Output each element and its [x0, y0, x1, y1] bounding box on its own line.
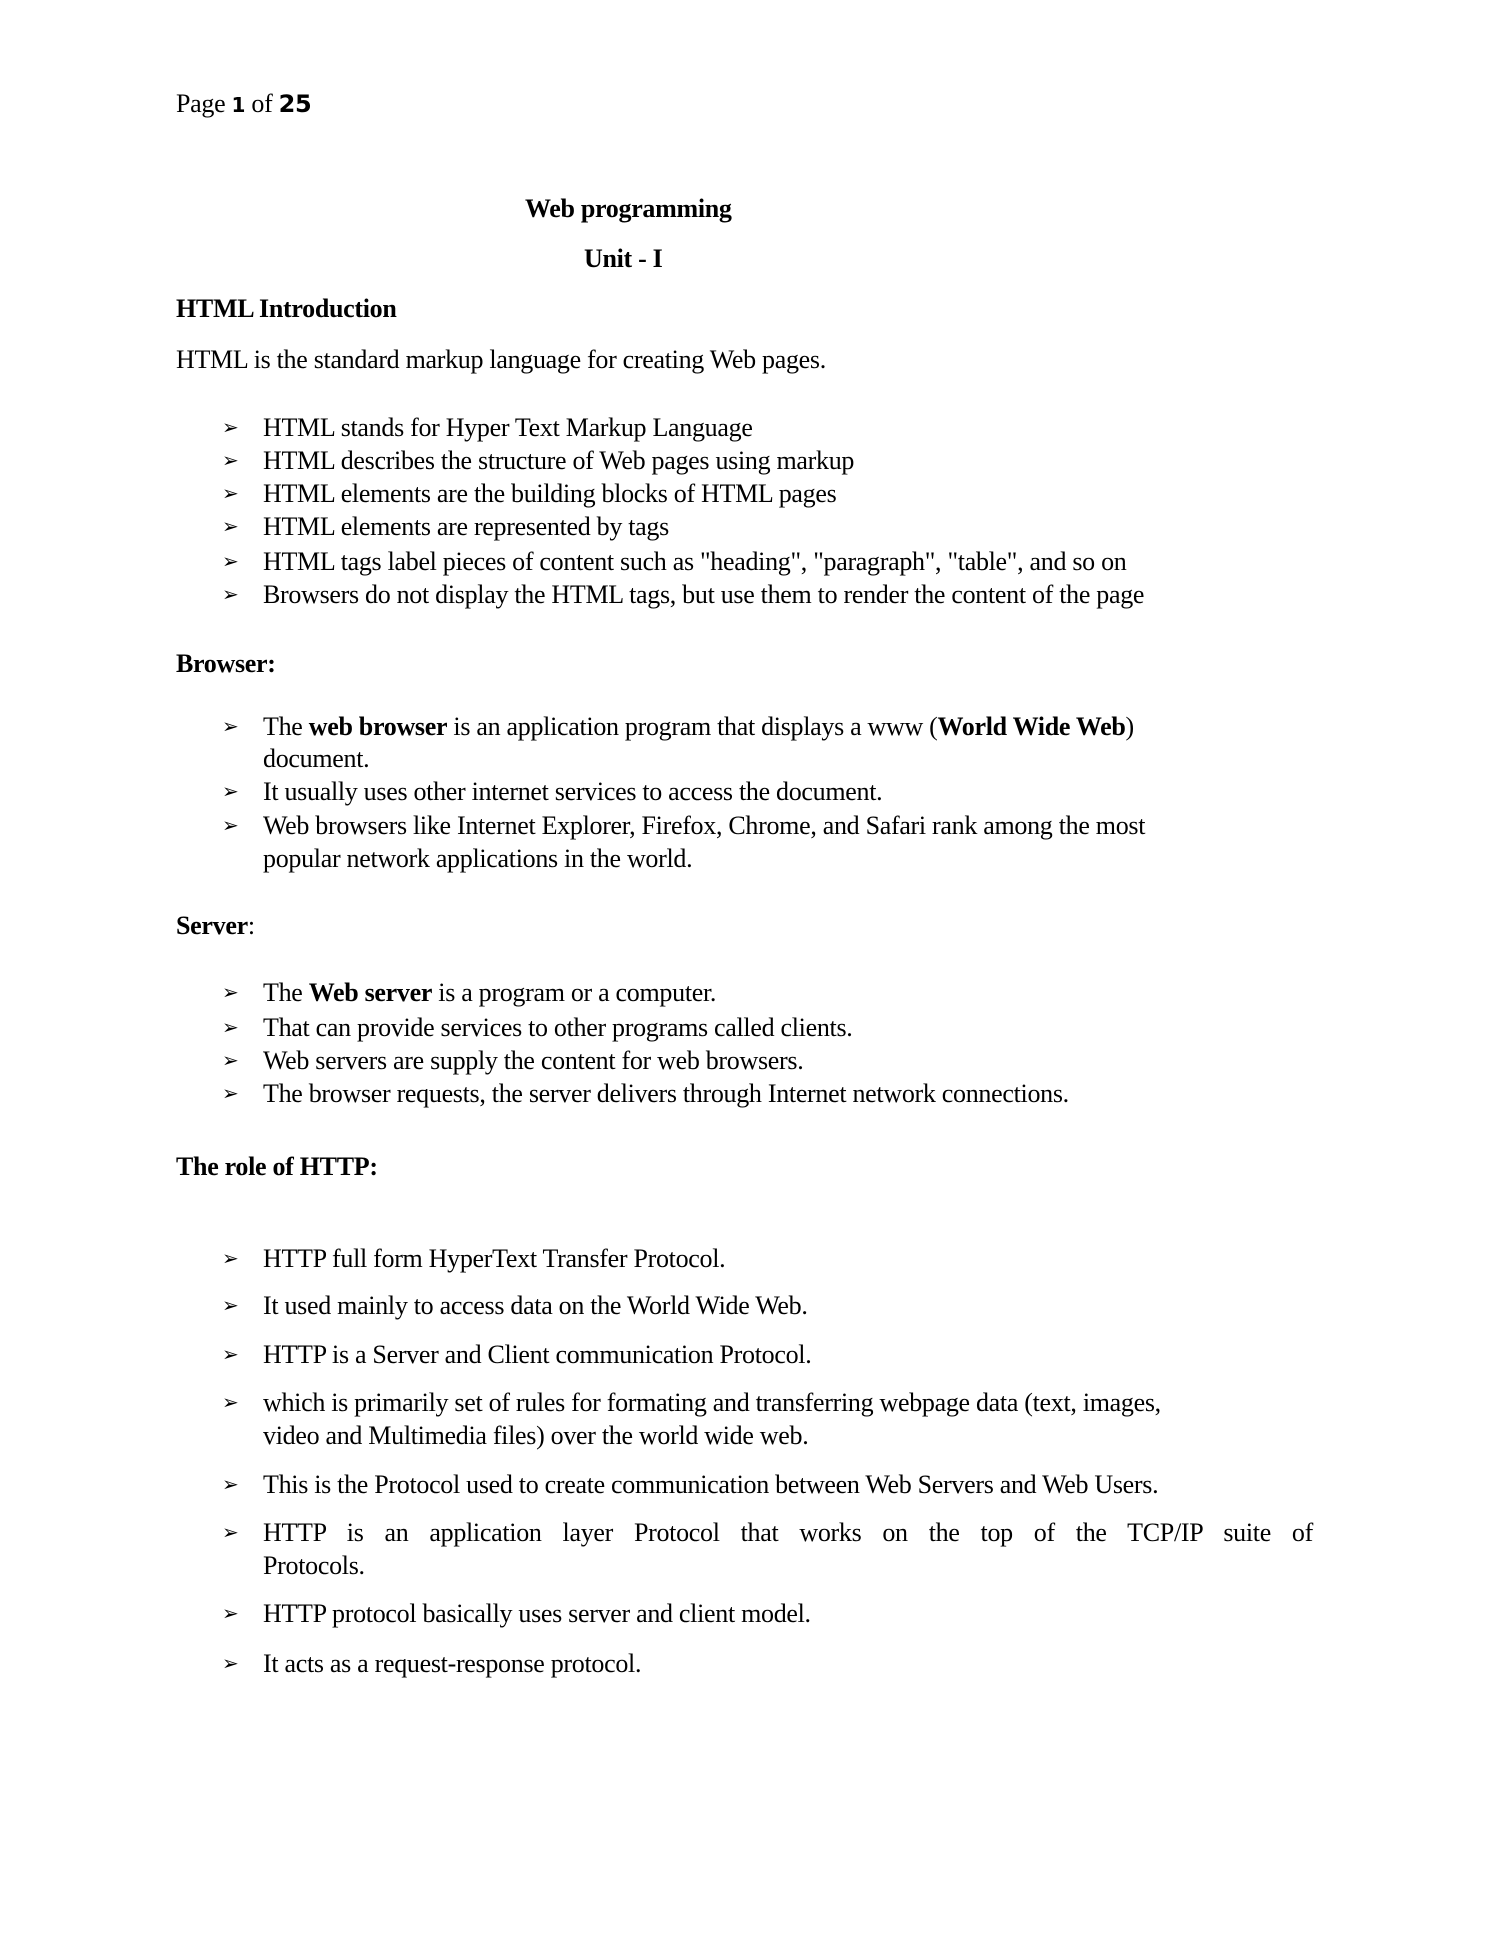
- bullet-arrow-icon: ➢: [222, 551, 239, 573]
- list-item-continuation: popular network applications in the world.: [263, 844, 693, 873]
- of-word: of: [251, 89, 273, 118]
- list-item: HTML describes the structure of Web pages using markup: [263, 446, 855, 475]
- list-item-continuation: Protocols.: [263, 1551, 365, 1580]
- bullet-arrow-icon: ➢: [222, 450, 239, 472]
- colon: :: [247, 911, 255, 940]
- list-item: That can provide services to other programs called clients.: [263, 1013, 853, 1042]
- bullet-arrow-icon: ➢: [222, 1392, 239, 1414]
- list-item: HTML tags label pieces of content such as "heading", "paragraph", "table", and so on: [263, 547, 1127, 576]
- page-word: Page: [176, 89, 226, 118]
- list-item: [263, 711, 1134, 743]
- bullet-arrow-icon: ➢: [222, 1295, 239, 1317]
- list-item: It usually uses other internet services to access the document.: [263, 777, 883, 806]
- page-total: 25: [278, 90, 312, 118]
- text: is an application program that displays a www (: [447, 712, 938, 741]
- list-item: HTTP is an application layer Protocol that works on the top of the TCP/IP suite of: [263, 1518, 1313, 1547]
- section-heading-html-intro: HTML Introduction: [176, 294, 397, 323]
- bullet-arrow-icon: ➢: [222, 417, 239, 439]
- page-number: 1: [231, 93, 246, 117]
- bullet-arrow-icon: ➢: [222, 1083, 239, 1105]
- bullet-arrow-icon: ➢: [222, 584, 239, 606]
- intro-lead: HTML is the standard markup language for creating Web pages.: [176, 345, 826, 374]
- list-item: It used mainly to access data on the World Wide Web.: [263, 1291, 808, 1320]
- bold-term: web browser: [308, 712, 448, 741]
- bullet-arrow-icon: ➢: [222, 1017, 239, 1039]
- bullet-arrow-icon: ➢: [222, 1653, 239, 1675]
- list-item-continuation: video and Multimedia files) over the world wide web.: [263, 1421, 809, 1450]
- section-heading-server: [176, 910, 255, 942]
- list-item: HTTP is a Server and Client communication Protocol.: [263, 1340, 812, 1369]
- bullet-arrow-icon: ➢: [222, 483, 239, 505]
- text: The: [263, 712, 309, 741]
- list-item: Browsers do not display the HTML tags, but use them to render the content of the page: [263, 580, 1145, 609]
- bullet-arrow-icon: ➢: [222, 716, 239, 738]
- page-header: [176, 88, 311, 121]
- list-item: HTTP protocol basically uses server and client model.: [263, 1599, 811, 1628]
- bullet-arrow-icon: ➢: [222, 1344, 239, 1366]
- list-item: It acts as a request-response protocol.: [263, 1649, 642, 1678]
- list-item: [263, 977, 716, 1009]
- list-item: HTTP full form HyperText Transfer Protocol.: [263, 1244, 726, 1273]
- text: The: [263, 978, 309, 1007]
- section-heading-http: The role of HTTP:: [176, 1152, 378, 1181]
- bullet-arrow-icon: ➢: [222, 1474, 239, 1496]
- bold-term: Web server: [308, 978, 433, 1007]
- list-item: This is the Protocol used to create communication between Web Servers and Web Users.: [263, 1470, 1159, 1499]
- list-item: which is primarily set of rules for formating and transferring webpage data (text, images,: [263, 1388, 1161, 1417]
- bullet-arrow-icon: ➢: [222, 781, 239, 803]
- bullet-arrow-icon: ➢: [222, 1050, 239, 1072]
- bullet-arrow-icon: ➢: [222, 1248, 239, 1270]
- heading-text: Server: [176, 911, 248, 940]
- bold-term: World Wide Web: [937, 712, 1126, 741]
- list-item: HTML elements are the building blocks of HTML pages: [263, 479, 837, 508]
- list-item: HTML elements are represented by tags: [263, 512, 669, 541]
- list-item: Web servers are supply the content for web browsers.: [263, 1046, 804, 1075]
- list-item: Web browsers like Internet Explorer, Firefox, Chrome, and Safari rank among the most: [263, 811, 1146, 840]
- document-title: Web programming: [525, 194, 732, 223]
- text: ): [1125, 712, 1134, 741]
- text: is a program or a computer.: [432, 978, 717, 1007]
- unit-title: Unit - I: [584, 244, 663, 273]
- bullet-arrow-icon: ➢: [222, 516, 239, 538]
- section-heading-browser: Browser:: [176, 649, 276, 678]
- bullet-arrow-icon: ➢: [222, 815, 239, 837]
- bullet-arrow-icon: ➢: [222, 982, 239, 1004]
- list-item: The browser requests, the server delivers through Internet network connections.: [263, 1079, 1069, 1108]
- bullet-arrow-icon: ➢: [222, 1522, 239, 1544]
- list-item-continuation: document.: [263, 744, 370, 773]
- bullet-arrow-icon: ➢: [222, 1603, 239, 1625]
- list-item: HTML stands for Hyper Text Markup Language: [263, 413, 753, 442]
